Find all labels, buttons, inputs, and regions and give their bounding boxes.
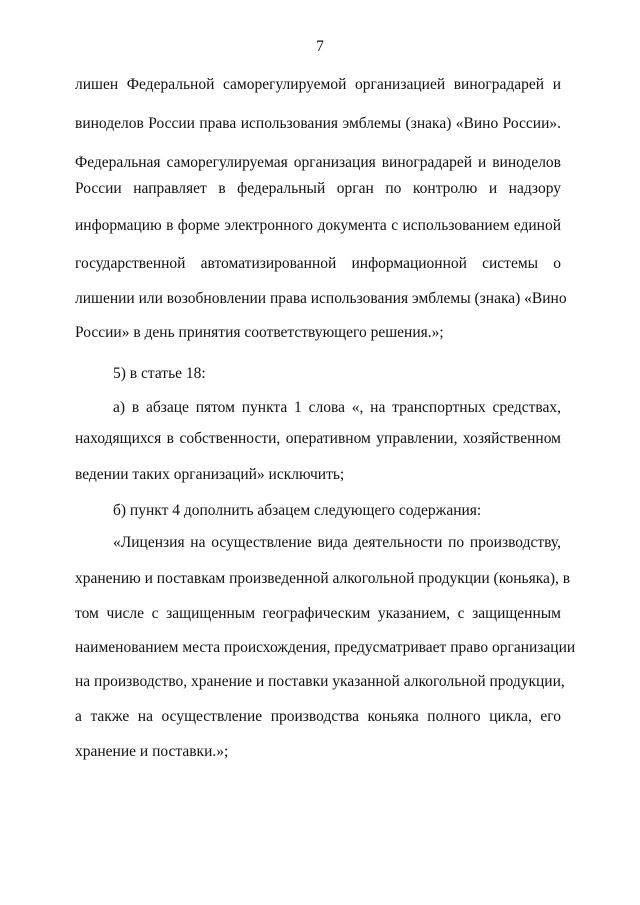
text-line-13: б) пункт 4 дополнить абзацем следующего содержания: <box>113 502 482 519</box>
text-line-14: «Лицензия на осуществление вида деятельности по производству, <box>113 534 561 551</box>
text-line-15: хранению и поставкам произведенной алкогольной продукции (коньяка), в <box>75 570 571 587</box>
text-line-19: а также на осуществление производства коньяка полного цикла, его <box>75 708 561 725</box>
text-line-10: а) в абзаце пятом пункта 1 слова «, на транспортных средствах, <box>113 399 561 416</box>
text-line-2: виноделов России права использования эмблемы (знака) «Вино России». <box>75 115 561 132</box>
list-item-5: 5) в статье 18: <box>113 365 206 382</box>
text-line-18: на производство, хранение и поставки указанной алкогольной продукции, <box>75 673 565 690</box>
text-line-12: ведении таких организаций» исключить; <box>75 466 345 483</box>
text-line-6: государственной автоматизированной информационной системы о <box>75 255 561 272</box>
text-line-1: лишен Федеральной саморегулируемой организацией виноградарей и <box>75 76 561 93</box>
text-line-4: России направляет в федеральный орган по контролю и надзору <box>75 180 561 197</box>
text-line-16: том числе с защищенным географическим указанием, с защищенным <box>75 605 561 622</box>
text-line-8: России» в день принятия соответствующего решения.»; <box>75 324 444 341</box>
text-line-7: лишении или возобновлении права использования эмблемы (знака) «Вино <box>75 290 567 307</box>
text-line-5: информацию в форме электронного документа с использованием единой <box>75 217 561 234</box>
text-line-17: наименованием места происхождения, предусматривает право организации <box>75 639 576 656</box>
text-line-3: Федеральная саморегулируемая организация виноградарей и виноделов <box>75 154 561 171</box>
page-number: 7 <box>316 38 324 55</box>
text-line-20: хранение и поставки.»; <box>75 743 229 760</box>
text-line-11: находящихся в собственности, оперативном управлении, хозяйственном <box>75 430 561 447</box>
